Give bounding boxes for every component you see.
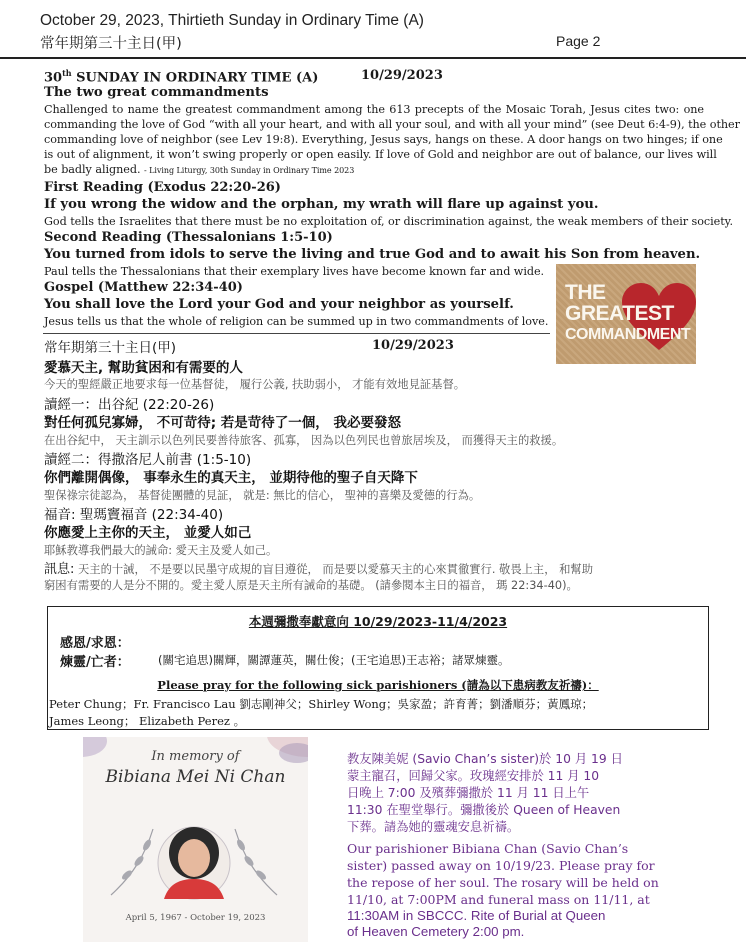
header-divider	[0, 57, 746, 59]
chinese-first-label: 讀經一：出谷紀 (22:20-26)	[44, 397, 215, 413]
memorial-en-line: the repose of her soul. The rosary will be held on	[347, 875, 659, 890]
memorial-en-line: 11/10, at 7:00PM and funeral mass on 11/11, at	[347, 892, 650, 907]
chinese-subtitle: 愛慕天主, 幫助貧困和有需要的人	[44, 360, 243, 376]
memorial-dates: April 5, 1967 - October 19, 2023	[125, 913, 266, 923]
mass-intentions-title: 本週彌撒奉獻意向 10/29/2023-11/4/2023	[248, 614, 508, 629]
memorial-cn-line: 下葬。請為她的靈魂安息祈禱。	[347, 820, 520, 834]
intro-last-line: be badly aligned. - Living Liturgy, 30th Sunday in Ordinary Time 2023	[44, 163, 355, 176]
gospel-note: Jesus tells us that the whole of religion can be summed up in two commandments of love.	[44, 315, 549, 328]
chinese-first-note: 在出谷紀中， 天主訓示以色列民要善待旅客、孤寡， 因為以色列民也曾旅居埃及， 而獲得天主的救援。	[44, 434, 564, 447]
first-reading-note: God tells the Israelites that there must be no exploitation of, or discrimination against, the weak members of their society.	[44, 215, 733, 228]
chinese-message: 訊息: 天主的十誡， 不是要以民墨守成規的盲目遵從， 而是要以愛慕天主的心來貫徹實行. 敬畏上主， 和幫助	[44, 562, 594, 577]
memorial-cn-line: 教友陳美妮 (Savio Chan’s sister)於 10 月 19 日	[347, 752, 623, 766]
message-label: 訊息:	[44, 562, 75, 577]
english-subtitle: The two great commandments	[44, 85, 269, 100]
sick-names: Peter Chung；Fr. Francisco Lau 劉志剛神父；Shirley Wong；吳家盈；許育菁；劉潘順芬；黃鳳琼；	[49, 697, 594, 711]
mass-intentions-box	[47, 606, 709, 730]
intro-source: - Living Liturgy, 30th Sunday in Ordinary Time 2023	[143, 166, 355, 175]
first-reading-label: First Reading (Exodus 22:20-26)	[44, 180, 281, 195]
chinese-gospel-note: 耶穌教導我們最大的誡命: 愛天主及愛人如己。	[44, 544, 278, 557]
souls-names: (關宅追思)關輝，關譚蓮英，關仕俊；(王宅追思)王志裕；諸眾煉靈。	[158, 653, 510, 667]
chinese-intro: 今天的聖經嚴正地要求每一位基督徒， 履行公義, 扶助弱小， 才能有效地見証基督。	[44, 378, 466, 391]
chinese-second-quote: 你們離開偶像， 事奉永生的真天主， 並期待他的聖子自天降下	[44, 470, 418, 486]
chinese-second-note: 聖保祿宗徒認為， 基督徒團體的見証， 就是: 無比的信心， 聖神的喜樂及愛德的行為。	[44, 489, 481, 502]
memorial-en-line: sister) passed away on 10/19/23. Please pray for	[347, 858, 655, 873]
memorial-en-line: 11:30AM in SBCCC. Rite of Burial at Queen	[347, 908, 606, 923]
bulletin-date-line: October 29, 2023, Thirtieth Sunday in Ordinary Time (A)	[40, 12, 424, 29]
memorial-image	[83, 737, 308, 942]
bulletin-cn-title: 常年期第三十主日(甲)	[40, 36, 182, 52]
intro-line: Challenged to name the greatest commandment among the 613 precepts of the Mosaic Torah, Jesus cites two: one	[44, 103, 704, 116]
english-title: 30th SUNDAY IN ORDINARY TIME (A)	[44, 68, 319, 86]
memorial-cn-line: 蒙主寵召，回歸父家。玫瑰經安排於 11 月 10	[347, 769, 600, 783]
second-reading-quote: You turned from idols to serve the living and true God and to await his Son from heaven.	[44, 247, 701, 262]
intro-line: commanding the love of God “with all your heart, and with all your soul, and with all your mind” (see Deut 6:4-9), the other	[44, 118, 740, 131]
sick-heading: Please pray for the following sick parishioners (請為以下患病教友祈禱)：	[157, 678, 599, 692]
chinese-gospel-quote: 你應愛上主你的天主， 並愛人如己	[44, 525, 252, 541]
intro-line: commanding love of neighbor (see Lev 19:8). Everything, Jesus says, hangs on these. A door hangs on two hinges; if one	[44, 133, 723, 146]
chinese-message-cont: 窮困有需要的人是分不開的。愛主愛人原是天主所有誡命的基礎。 (請參閱本主日的福音， 瑪 22:34-40)。	[44, 579, 578, 592]
memorial-cn-line: 11:30 在聖堂舉行。彌撒後於 Queen of Heaven	[347, 803, 621, 817]
poster-line: COMMANDMENT	[565, 326, 691, 343]
english-date: 10/29/2023	[361, 68, 443, 83]
in-memory-label: In memory of	[151, 749, 240, 764]
chinese-date: 10/29/2023	[372, 338, 454, 353]
intro-line: is out of alignment, it won’t swing properly or open easily. If love of Gold and neighbor are out of balance, our lives will	[44, 148, 717, 161]
poster-line: GREATEST	[565, 302, 674, 325]
section-divider	[43, 333, 550, 334]
first-reading-quote: If you wrong the widow and the orphan, my wrath will flare up against you.	[44, 197, 599, 212]
souls-label: 煉靈/亡者：	[60, 655, 130, 670]
gospel-quote: You shall love the Lord your God and your neighbor as yourself.	[44, 297, 514, 312]
memorial-en-line: Our parishioner Bibiana Chan (Savio Chan’s	[347, 841, 629, 856]
page-number: Page 2	[556, 33, 601, 49]
greatest-commandment-image	[556, 264, 696, 364]
chinese-title: 常年期第三十主日(甲)	[44, 340, 177, 356]
memorial-name: Bibiana Mei Ni Chan	[105, 767, 286, 787]
second-reading-label: Second Reading (Thessalonians 1:5-10)	[44, 230, 333, 245]
poster-line: THE	[565, 281, 606, 304]
chinese-first-quote: 對任何孤兒寡婦， 不可苛待; 若是苛待了一個， 我必要發怒	[44, 415, 401, 431]
second-reading-note: Paul tells the Thessalonians that their exemplary lives have become known far and wide.	[44, 265, 545, 278]
sick-names: James Leong； Elizabeth Perez 。	[49, 714, 246, 728]
thanks-label: 感恩/求恩：	[60, 636, 130, 651]
chinese-second-label: 讀經二：得撒洛尼人前書 (1:5-10)	[44, 452, 252, 468]
chinese-gospel-label: 福音: 聖瑪竇福音 (22:34-40)	[44, 507, 224, 523]
memorial-en-line: of Heaven Cemetery 2:00 pm.	[347, 924, 525, 939]
gospel-label: Gospel (Matthew 22:34-40)	[44, 280, 243, 295]
memorial-cn-line: 日晚上 7:00 及殯葬彌撒於 11 月 11 日上午	[347, 786, 590, 800]
